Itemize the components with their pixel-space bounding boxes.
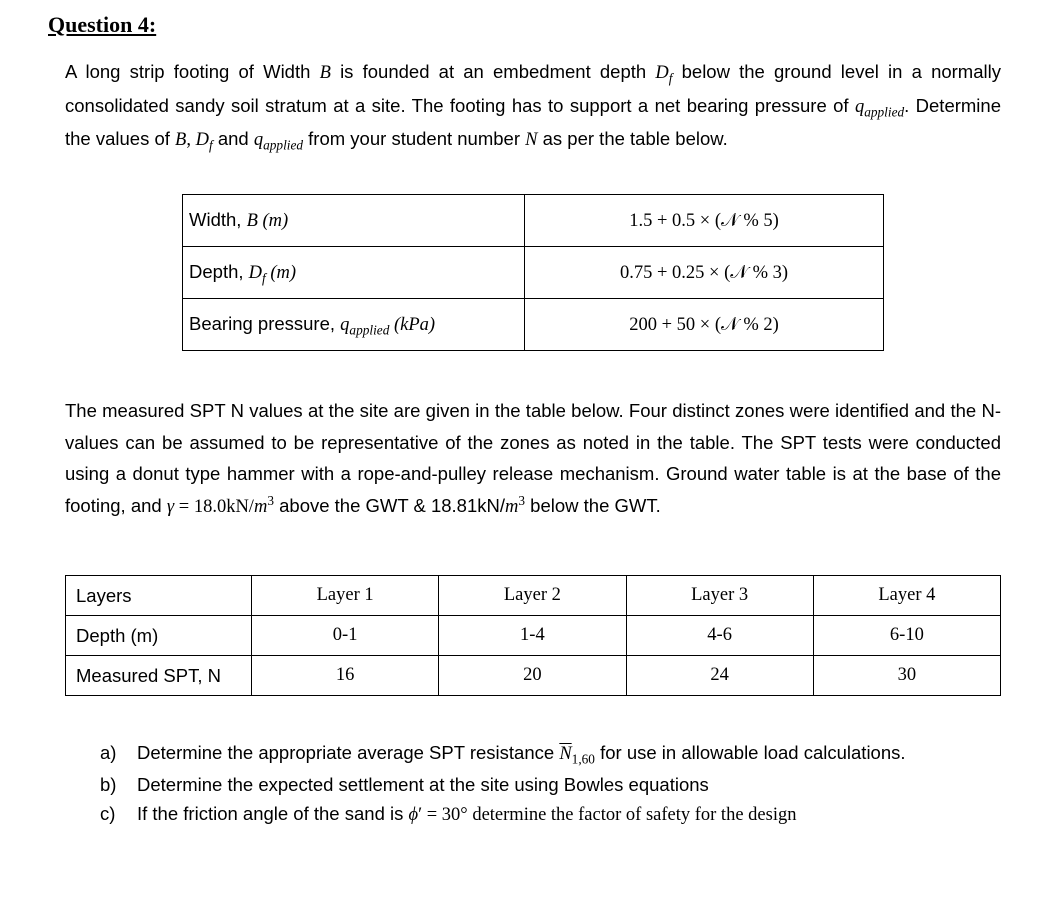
table-cell: 1-4	[439, 616, 626, 656]
parameter-table	[182, 194, 884, 351]
question-list	[100, 738, 906, 831]
param-formula: 200 + 50 × (𝒩 % 2)	[525, 299, 884, 351]
table-cell: 4-6	[626, 616, 813, 656]
list-item: b) Determine the expected settlement at the site using Bowles equations	[100, 773, 709, 795]
param-row-width	[183, 195, 884, 247]
param-label: Depth, $D_f$ (m)	[183, 247, 525, 299]
table-cell: 20	[439, 656, 626, 696]
param-formula: 0.75 + 0.25 × (𝒩 % 3)	[525, 247, 884, 299]
spt-depth-row	[66, 616, 1001, 656]
table-cell: 0-1	[252, 616, 439, 656]
spt-table	[65, 575, 1001, 696]
param-formula: 1.5 + 0.5 × (𝒩 % 5)	[525, 195, 884, 247]
table-cell: Layer 1	[252, 576, 439, 616]
list-item: c) If the friction angle of the sand is ϕ′ = 30° determine the factor of safety for the design	[100, 803, 797, 825]
param-label: Width, B (m)	[183, 195, 525, 247]
table-cell: 30	[813, 656, 1000, 696]
question-title: Question 4:	[48, 12, 157, 37]
table-cell: 16	[252, 656, 439, 696]
intro-paragraph: A long strip footing of Width B is founded at an embedment depth $D_f$ below the ground level in a normally consolidated sandy soil stratum at a site. The footing has to support a net bearing pressure of $q_{applied}$. Determine the values of B, $D_f$ and $q_{applied}$ from your student number N as per the table below.	[65, 61, 1001, 153]
param-row-bearing	[183, 299, 884, 351]
spt-paragraph: The measured SPT N values at the site are given in the table below. Four distinct zones were identified and the N-values can be assumed to be representative of the zones as noted in the table. The SPT tests were conducted using a donut type hammer with a rope-and-pulley release mechanism. Ground water table is at the base of the footing, and $\gamma = 18.0kN/m^3$ above the GWT & $18.81kN/m^3$ below the GWT.	[65, 400, 1001, 517]
table-cell: Layer 2	[439, 576, 626, 616]
spt-value-row	[66, 656, 1001, 696]
table-cell: Depth (m)	[66, 616, 252, 656]
table-cell: Layer 3	[626, 576, 813, 616]
table-cell: Layers	[66, 576, 252, 616]
table-cell: Measured SPT, N	[66, 656, 252, 696]
spt-header-row	[66, 576, 1001, 616]
list-item: a) Determine the appropriate average SPT resistance $\overline{N}_{1,60}$ for use in allowable load calculations.	[100, 742, 906, 767]
table-cell: Layer 4	[813, 576, 1000, 616]
table-cell: 24	[626, 656, 813, 696]
param-label: Bearing pressure, $q_{applied}$ (kPa)	[183, 299, 525, 351]
param-row-depth	[183, 247, 884, 299]
table-cell: 6-10	[813, 616, 1000, 656]
